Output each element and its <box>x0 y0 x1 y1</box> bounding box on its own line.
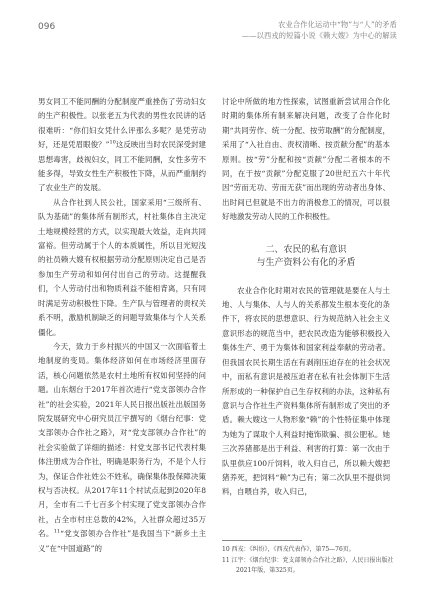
paragraph-text: 男女同工不能同酬的分配制度严重挫伤了劳动妇女的生产积极性。以张老五为代表的男性农民讲的话很难听：“你们妇女凭什么评那么多呢？是凭劳动好，还是凭眉眼俊？” <box>38 97 206 150</box>
footnote-ref: 10 <box>109 139 116 146</box>
paragraph: 从合作社到人民公社，国家采用“三级所有、队为基础”的集体所有制形式，村社集体自主决定土地规模经营的方式，以实现最大效益，走向共同富裕。但劳动属于个人的本质属性，所以目光短浅的社员赖大嫂有权根据劳动分配原则决定自己是否参加生产劳动和如何付出自己的劳动。这提醒我们，个人劳动付出和物质利益不能相背离，只有同时满足劳动积极性下降。生产队与管理者的责权关系不明，激励机制缺乏的问题导致集体与个人关系僵化。 <box>38 197 206 337</box>
paragraph-text: 今天，致力于乡村振兴的中国又一次面临着土地制度的变局。集体经济如何在市场经济里面存活，核心问题依然是农村土地所有权如何坚持的问题。山东烟台于2017年首次进行“党支部领办合作社”的社会实验，2021年人民日报出版社出版国务院发展研究中心研究员江宇撰写的《烟台纪事：党支部领办合作社之路》，对“党支部领办合作社”的社会实验做了详细的描述：村党支部书记代表村集体注册成为合作社，明确是职务行为，不是个人行为，保证合作社姓公不姓私，确保集体股保障决策权与否决权。从2017年11个村试点起到2020年8月，全市有二千七百多个村实现了党支部领办合作社，占全市村庄总数的42%，入社群众超过35万名。 <box>38 341 206 539</box>
footnotes <box>222 545 394 577</box>
section-heading-line: 与生产资料公有化的矛盾 <box>256 257 356 268</box>
paragraph: 讨论中所做的地方性探索，试图重新尝试用合作化时期的集体所有制来解决问题，改变了合作化时期“共同劳作、统一分配、按劳取酬”的分配制度，采用了“入社自由、责权清晰、按贡献分配”的基本原则。按“劳”分配和按“贡献”分配二者根本的不同，在于按“贡献”分配克服了20世纪五六十年代因“劳而无功、劳而无获”而出现的劳动者出身体、出时间已但就是不出力的消极怠工的情况，可以很好地激发劳动人民的工作积极性。 <box>222 97 390 222</box>
footnote-ref: 11 <box>53 528 61 535</box>
running-head-subtitle: ——以西戎的短篇小说《赖大嫂》为中心的解读 <box>241 31 397 40</box>
paragraph: 农业合作化时期对农民的管理就是要在人与土地、人与集体、人与人的关系都发生根本变化的条件下，将农民的思想意识、行为规范纳入社会主义意识形态的规范当中，把农民改造为能够积极投入集体生产、勇于为集体和国家利益奉献的劳动者。但我国农民长期生活在有剥削压迫存在的社会状况中，而私有意识是被压迫者在私有社会体制下生活所形成的一种保护自己生存权利的办法，这种私有意识与合作社生产资料集体所有制形成了突出的矛盾。赖大嫂这一人物形象“赖”的个性特征集中体现为她为了谋取个人利益时掩饰欺骗、损公肥私。她三次养猪都是出于利益、利害的打算：第一次由于队里供应100斤饲料，收入归自己，所以赖大嫂把猪养死，把饲料“赖”为己有；第二次队里不提供饲料，自喂自养，收入归己， <box>222 285 390 497</box>
left-column <box>38 95 206 556</box>
paragraph-text: 这反映出当时农民深受封建思想毒害，歧视妇女，同工不能同酬，女性多劳不能多得，导致女性生产积极性下降，从而严重制约了农业生产的发展。 <box>38 140 207 193</box>
section-heading-line: 二、农民的私有意识 <box>265 244 347 255</box>
paragraph-text: “党支部领办合作社”是我国当下“新乡土主义”在“中国道路”的 <box>38 529 206 553</box>
paragraph <box>38 340 206 556</box>
right-column <box>222 95 390 500</box>
section-heading <box>222 244 390 270</box>
paragraph <box>38 95 206 196</box>
footnote: 11 江宇：《烟台纪事：党支部领办合作社之路》，人民日报出版社2021年版，第325页。 <box>222 556 394 574</box>
footnote-divider <box>222 540 302 541</box>
running-head <box>242 19 397 41</box>
page-number: 096 <box>38 22 56 32</box>
footnote: 10 西戎：《纠纷》，《西戎代表作》，第75—76页。 <box>222 546 355 553</box>
running-head-title: 农业合作化运动中“物”与“人”的矛盾 <box>278 20 397 29</box>
